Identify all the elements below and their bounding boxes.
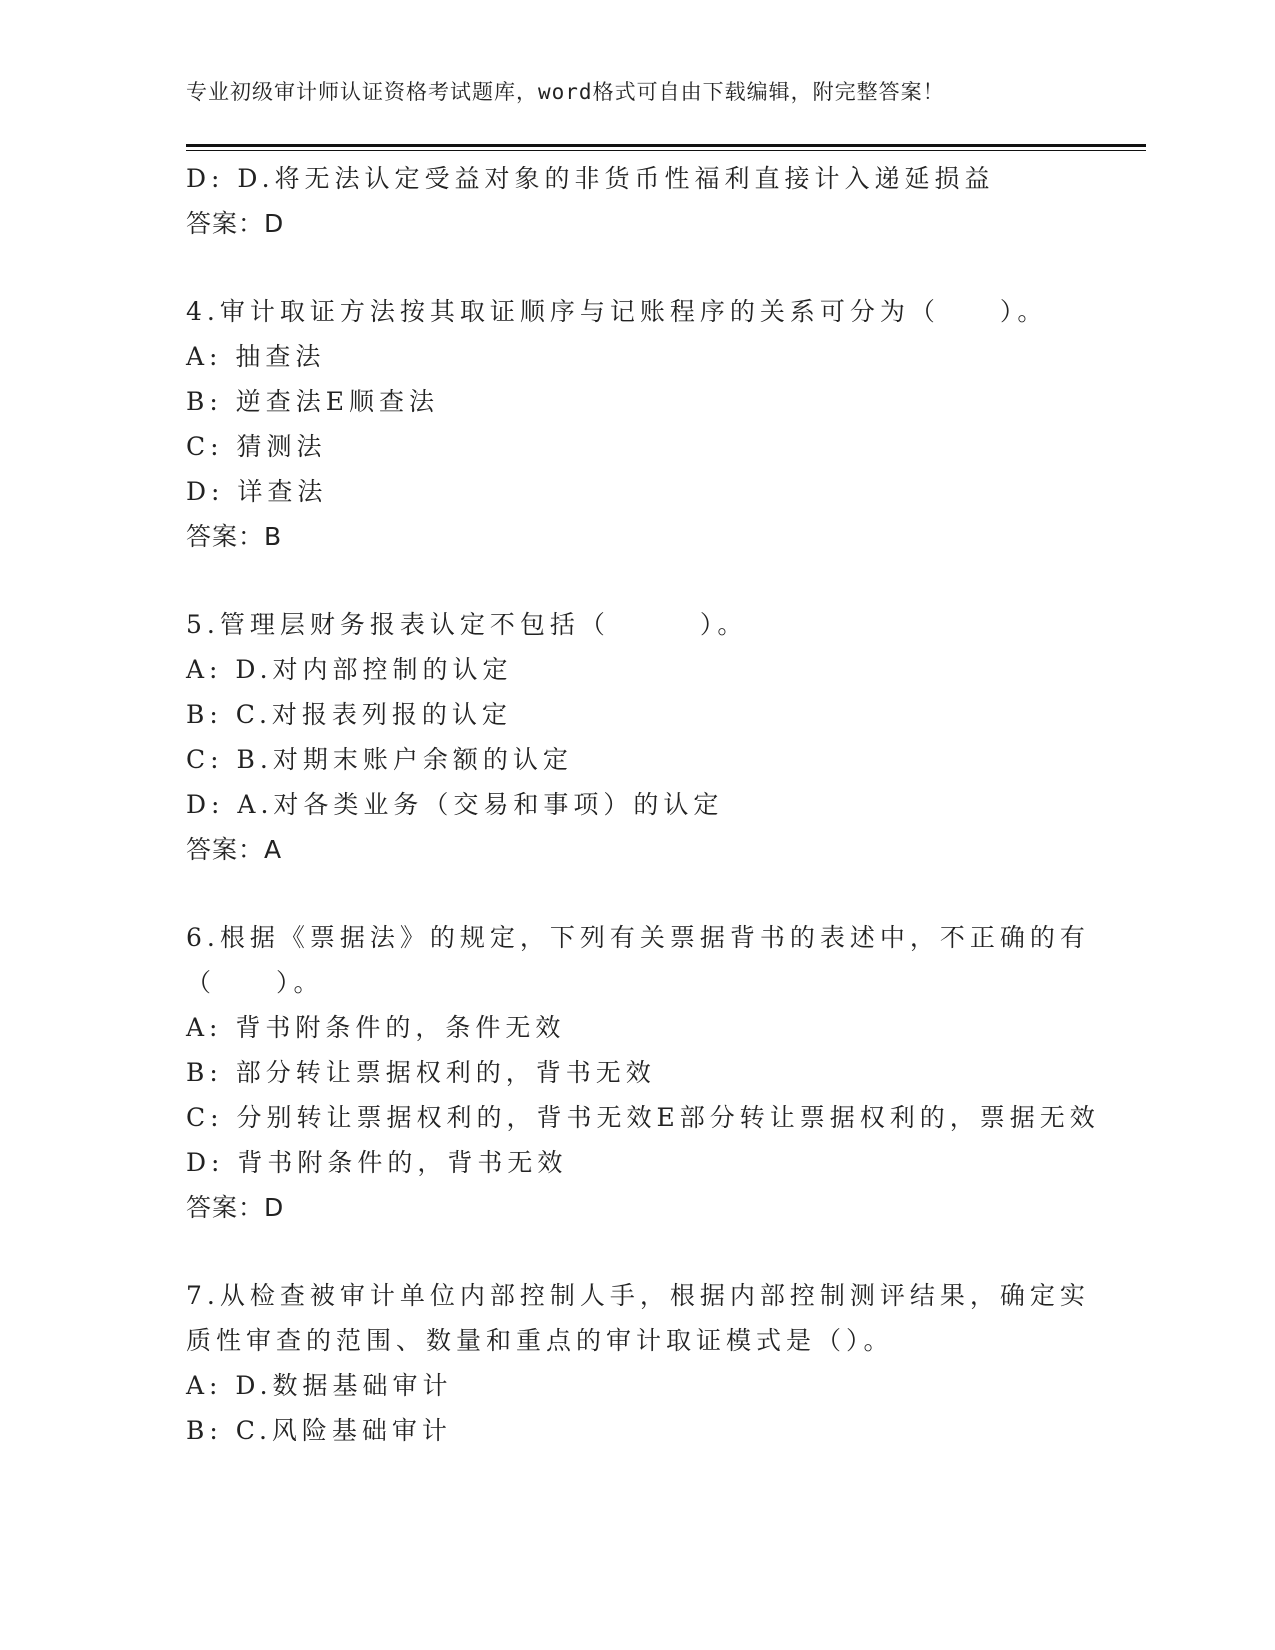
question-stem-continued: （ ）。 xyxy=(186,968,324,997)
question-stem: 7.从检查被审计单位内部控制人手，根据内部控制测评结果，确定实 xyxy=(186,1281,1090,1310)
question-stem: 6.根据《票据法》的规定，下列有关票据背书的表述中，不正确的有 xyxy=(186,923,1090,952)
question-7 xyxy=(186,1273,1090,1453)
header-rule-thin xyxy=(186,150,1146,151)
spacer xyxy=(186,1230,1086,1273)
option-a: A: D.对内部控制的认定 xyxy=(186,655,513,684)
option-b: B: 部分转让票据权利的，背书无效 xyxy=(186,1058,656,1087)
answer: 答案：B xyxy=(186,522,283,551)
option-d: D: 背书附条件的，背书无效 xyxy=(186,1148,568,1177)
option-a: A: 背书附条件的，条件无效 xyxy=(186,1013,566,1042)
spacer xyxy=(186,559,1086,602)
option-a: A: D.数据基础审计 xyxy=(186,1371,453,1400)
question-list xyxy=(186,156,1100,1453)
option-c: C: 分别转让票据权利的，背书无效E部分转让票据权利的，票据无效 xyxy=(186,1103,1100,1132)
option-a: A: 抽查法 xyxy=(186,342,326,371)
spacer xyxy=(186,246,1086,289)
header-text: 专业初级审计师认证资格考试题库，word格式可自由下载编辑，附完整答案！ xyxy=(186,80,945,104)
question-5 xyxy=(186,602,1086,872)
question-4 xyxy=(186,289,1086,559)
question-stem-continued: 质性审查的范围、数量和重点的审计取证模式是（）。 xyxy=(186,1326,894,1355)
previous-question-tail xyxy=(186,156,1086,246)
header-rule-thick xyxy=(186,144,1146,147)
option-d: D: A.对各类业务（交易和事项）的认定 xyxy=(186,790,724,819)
option-d: D: 详查法 xyxy=(186,477,328,506)
option-c: C: 猜测法 xyxy=(186,432,327,461)
option-d: D: D.将无法认定受益对象的非货币性福利直接计入递延损益 xyxy=(186,164,995,193)
answer: 答案：A xyxy=(186,835,283,864)
spacer xyxy=(186,872,1086,915)
option-b: B: C.对报表列报的认定 xyxy=(186,700,512,729)
option-c: C: B.对期末账户余额的认定 xyxy=(186,745,573,774)
answer: 答案：D xyxy=(186,1193,285,1222)
question-stem: 5.管理层财务报表认定不包括（ ）。 xyxy=(186,610,748,639)
answer: 答案：D xyxy=(186,209,285,238)
question-6 xyxy=(186,915,1100,1230)
option-b: B: 逆查法E顺查法 xyxy=(186,387,439,416)
question-stem: 4.审计取证方法按其取证顺序与记账程序的关系可分为（ ）。 xyxy=(186,297,1048,326)
option-b: B: C.风险基础审计 xyxy=(186,1416,452,1445)
